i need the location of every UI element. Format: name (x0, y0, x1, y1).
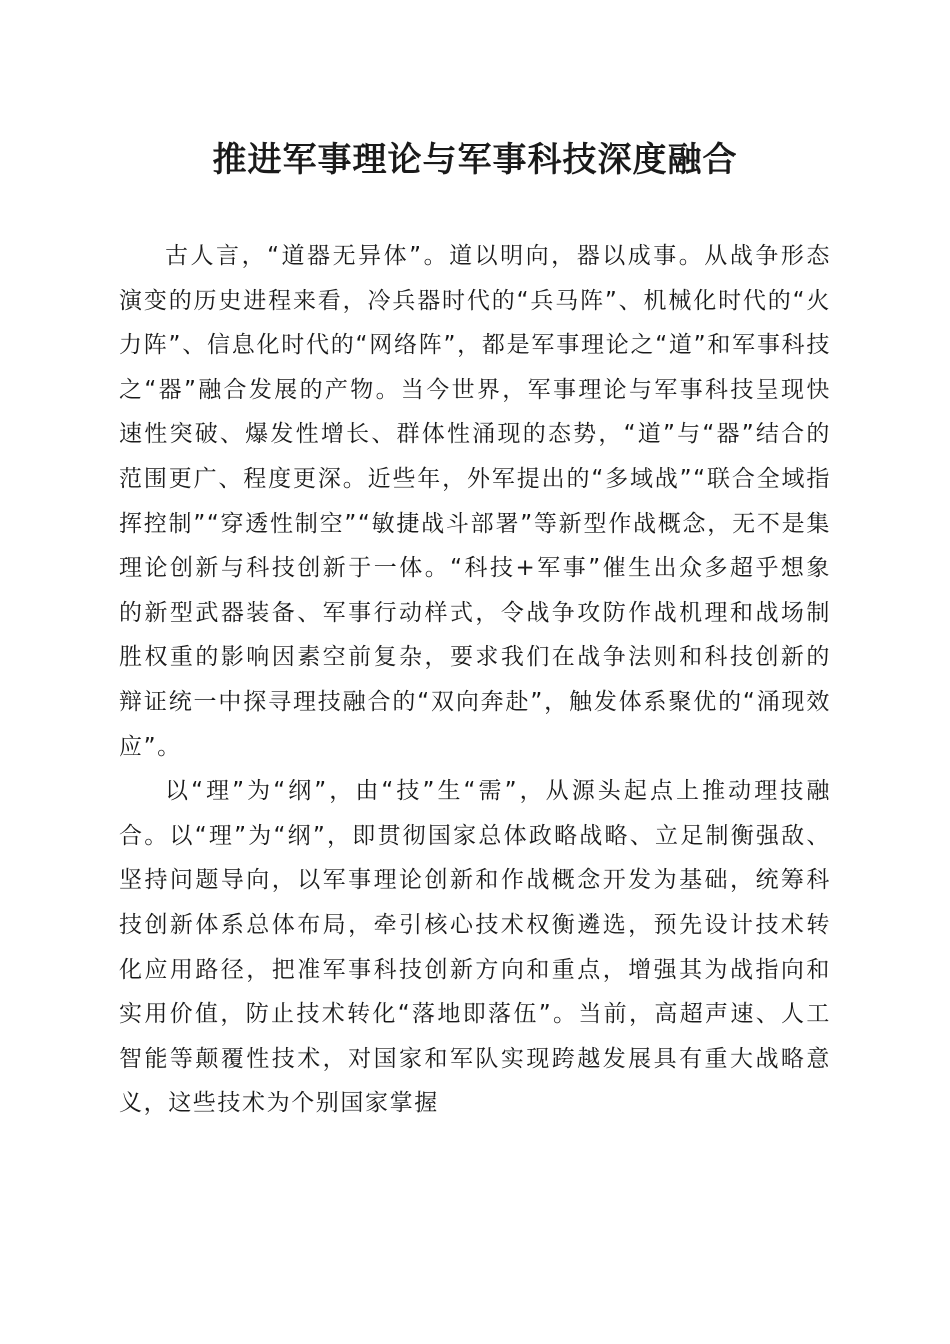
paragraph-1: 古人言，“道器无异体”。道以明向，器以成事。从战争形态演变的历史进程来看，冷兵器时代的“兵马阵”、机械化时代的“火力阵”、信息化时代的“网络阵”，都是军事理论之“道”和军事科技之“器”融合发展的产物。当今世界，军事理论与军事科技呈现快速性突破、爆发性增长、群体性涌现的态势，“道”与“器”结合的范围更广、程度更深。近些年，外军提出的“多域战”“联合全域指挥控制”“穿透性制空”“敏捷战斗部署”等新型作战概念，无不是集理论创新与科技创新于一体。“科技+军事”催生出众多超乎想象的新型武器装备、军事行动样式，令战争攻防作战机理和战场制胜权重的影响因素空前复杂，要求我们在战争法则和科技创新的辩证统一中探寻理技融合的“双向奔赴”，触发体系聚优的“涌现效应”。 (119, 243, 831, 760)
document-title: 推进军事理论与军事科技深度融合 (212, 140, 738, 180)
document-body (119, 234, 831, 1126)
paragraph-2: 以“理”为“纲”，由“技”生“需”，从源头起点上推动理技融合。以“理”为“纲”，即贯彻国家总体政略战略、立足制衡强敌、坚持问题导向，以军事理论创新和作战概念开发为基础，统筹科技创新体系总体布局，牵引核心技术权衡遴选，预先设计技术转化应用路径，把准军事科技创新方向和重点，增强其为战指向和实用价值，防止技术转化“落地即落伍”。当前，高超声速、人工智能等颠覆性技术，对国家和军队实现跨越发展具有重大战略意义，这些技术为个别国家掌握 (119, 778, 831, 1117)
